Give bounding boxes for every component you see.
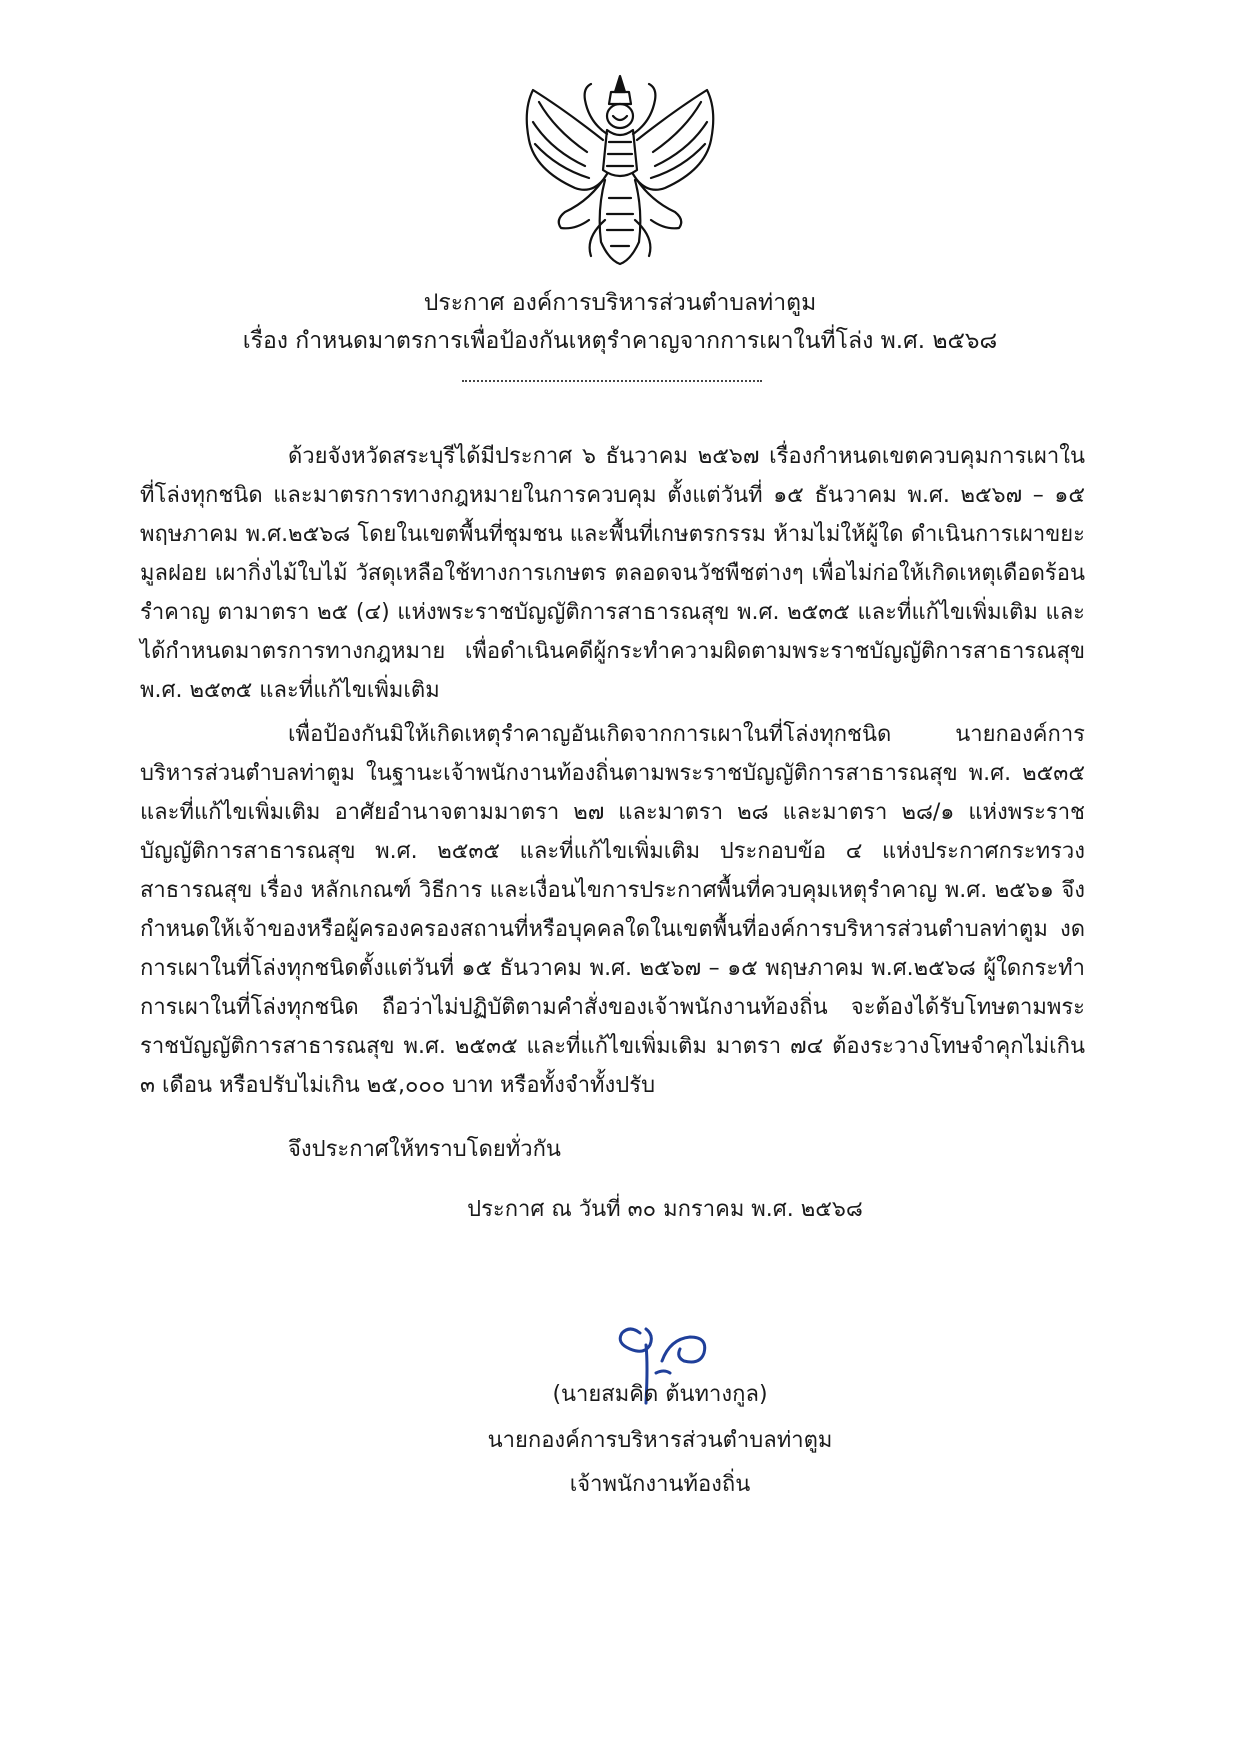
signatory-role: เจ้าพนักงานท้องถิ่น: [569, 1472, 751, 1497]
body-paragraph-1: [140, 437, 1085, 710]
separator-dotted-line: [462, 380, 762, 382]
announcement-date: ประกาศ ณ วันที่ ๓๐ มกราคม พ.ศ. ๒๕๖๘: [467, 1197, 863, 1222]
signatory-position: นายกองค์การบริหารส่วนตำบลท่าตูม: [487, 1428, 833, 1453]
announcement-title: ประกาศ องค์การบริหารส่วนตำบลท่าตูม: [423, 290, 817, 316]
paragraph-1-text: ด้วยจังหวัดสระบุรีได้มีประกาศ ๖ ธันวาคม ๒๕๖๗ เรื่องกำหนดเขตควบคุมการเผาในที่โล่งทุกชนิด และมาตรการทางกฎหมายในการควบคุม ตั้งแต่วันที่ ๑๕ ธันวาคม พ.ศ. ๒๕๖๗ – ๑๕ พฤษภาคม พ.ศ.๒๕๖๘ โดยในเขตพื้นที่ชุมชน และพื้นที่เกษตรกรรม ห้ามไม่ให้ผู้ใด ดำเนินการเผาขยะมูลฝอย เผากิ่งไม้ใบไม้ วัสดุเหลือใช้ทางการเกษตร ตลอดจนวัชพืชต่างๆ เพื่อไม่ก่อให้เกิดเหตุเดือดร้อนรำคาญ ตามาตรา ๒๕ (๔) แห่งพระราชบัญญัติการสาธารณสุข พ.ศ. ๒๕๓๕ และที่แก้ไขเพิ่มเติม และได้กำหนดมาตรการทางกฎหมาย เพื่อดำเนินคดีผู้กระทำความผิดตามพระราชบัญญัติการสาธารณสุข พ.ศ. ๒๕๓๕ และที่แก้ไขเพิ่มเติม: [140, 444, 1085, 703]
paragraph-2-text: เพื่อป้องกันมิให้เกิดเหตุรำคาญอันเกิดจากการเผาในที่โล่งทุกชนิด นายกองค์การบริหารส่วนตำบลท่าตูม ในฐานะเจ้าพนักงานท้องถิ่นตามพระราชบัญญัติการสาธารณสุข พ.ศ. ๒๕๓๕ และที่แก้ไขเพิ่มเติม อาศัยอำนาจตามมาตรา ๒๗ และมาตรา ๒๘ และมาตรา ๒๘/๑ แห่งพระราชบัญญัติการสาธารณสุข พ.ศ. ๒๕๓๕ และที่แก้ไขเพิ่มเติม ประกอบข้อ ๔ แห่งประกาศกระทรวงสาธารณสุข เรื่อง หลักเกณฑ์ วิธีการ และเงื่อนไขการประกาศพื้นที่ควบคุมเหตุรำคาญ พ.ศ. ๒๕๖๑ จึงกำหนดให้เจ้าของหรือผู้ครองครองสถานที่หรือบุคคลใดในเขตพื้นที่องค์การบริหารส่วนตำบลท่าตูม งดการเผาในที่โล่งทุกชนิดตั้งแต่วันที่ ๑๕ ธันวาคม พ.ศ. ๒๕๖๗ – ๑๕ พฤษภาคม พ.ศ.๒๕๖๘ ผู้ใดกระทำการเผาในที่โล่งทุกชนิด ถือว่าไม่ปฏิบัติตามคำสั่งของเจ้าพนักงานท้องถิ่น จะต้องได้รับโทษตามพระราชบัญญัติการสาธารณสุข พ.ศ. ๒๕๓๕ และที่แก้ไขเพิ่มเติม มาตรา ๗๔ ต้องระวางโทษจำคุกไม่เกิน ๓ เดือน หรือปรับไม่เกิน ๒๕,๐๐๐ บาท หรือทั้งจำทั้งปรับ: [140, 722, 1085, 1098]
garuda-emblem-icon: [505, 70, 735, 270]
closing-statement: จึงประกาศให้ทราบโดยทั่วกัน: [288, 1137, 561, 1162]
announcement-subject: เรื่อง กำหนดมาตรการเพื่อป้องกันเหตุรำคาญจากการเผาในที่โล่ง พ.ศ. ๒๕๖๘: [242, 328, 998, 354]
body-paragraph-2: [140, 715, 1085, 1105]
signatory-name: (นายสมคิด ต้นทางกูล): [552, 1382, 768, 1407]
